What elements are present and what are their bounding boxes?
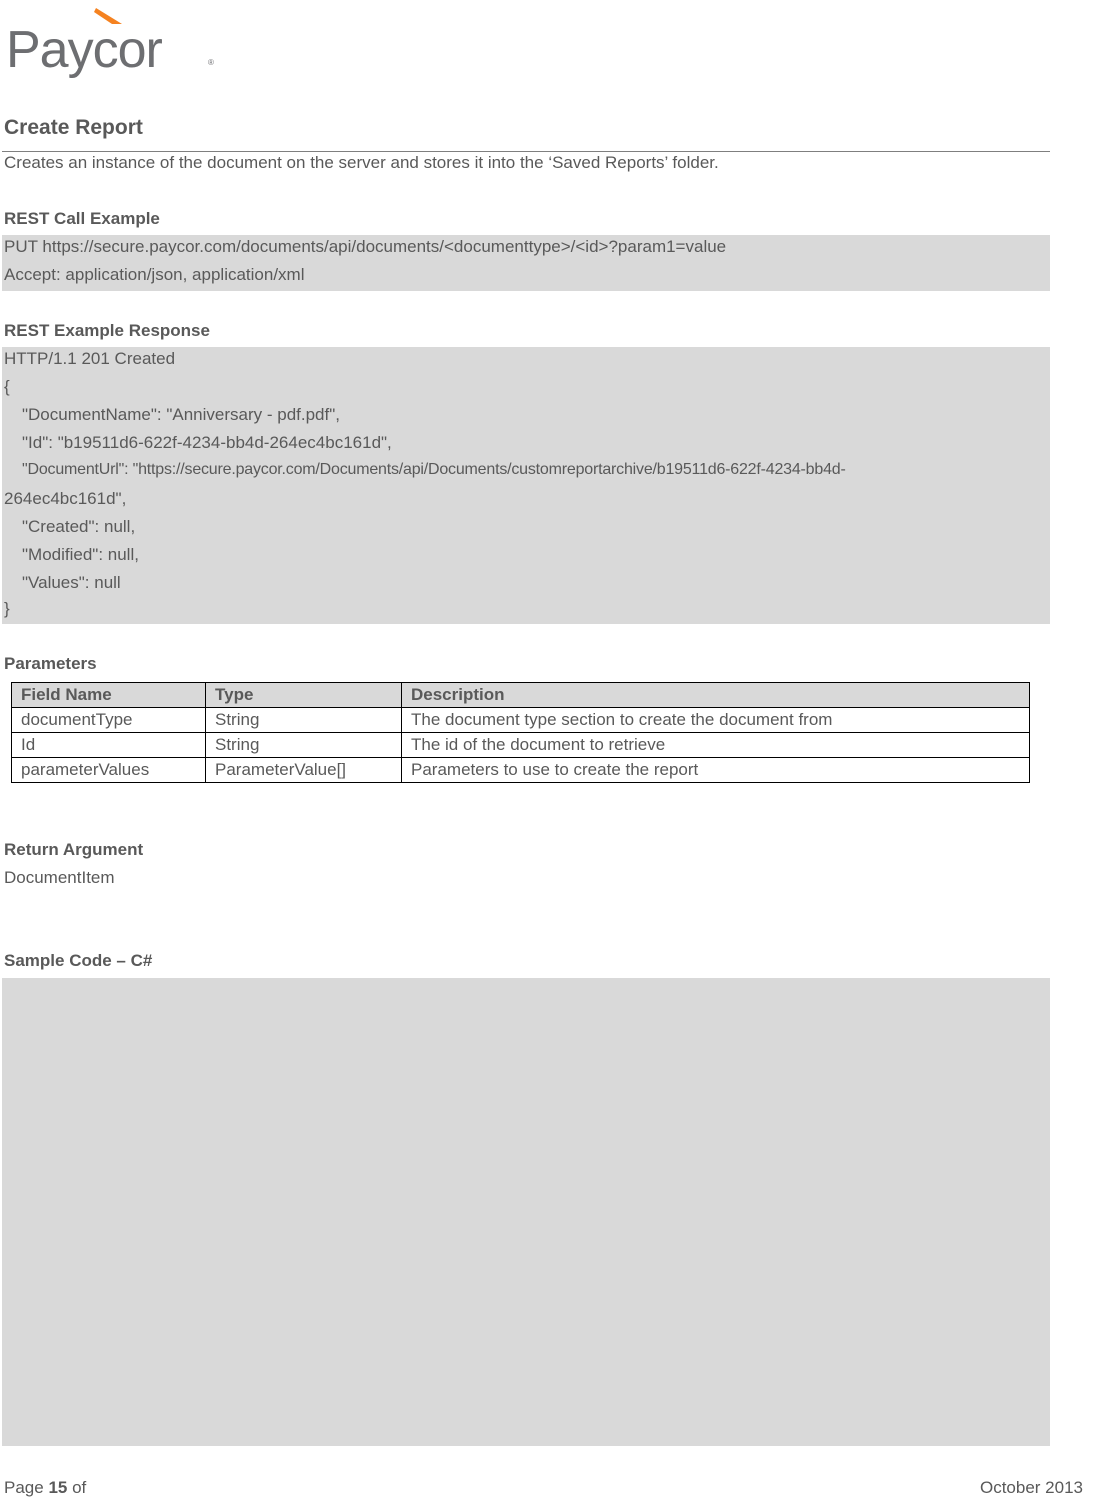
code-line: } <box>4 599 10 618</box>
column-header-description: Description <box>402 683 1030 708</box>
sample-code-heading: Sample Code – C# <box>4 951 153 970</box>
table-cell: ParameterValue[] <box>206 758 402 783</box>
column-header-type: Type <box>206 683 402 708</box>
table-cell: The id of the document to retrieve <box>402 733 1030 758</box>
sample-code-block <box>2 978 1050 1446</box>
table-cell: parameterValues <box>12 758 206 783</box>
code-line: HTTP/1.1 201 Created <box>4 349 176 368</box>
page-prefix: Page <box>4 1478 44 1497</box>
table-cell: Id <box>12 733 206 758</box>
table-cell: documentType <box>12 708 206 733</box>
return-argument-value: DocumentItem <box>4 868 115 887</box>
code-line: "Created": null, <box>22 517 136 536</box>
table-cell: The document type section to create the document from <box>402 708 1030 733</box>
table-cell: String <box>206 708 402 733</box>
code-line: Accept: application/json, application/xml <box>4 265 305 284</box>
table-row <box>12 758 1030 783</box>
page-number-value: 15 <box>48 1478 68 1497</box>
page-title: Create Report <box>4 116 143 139</box>
page-number <box>4 1478 86 1498</box>
rest-call-code-block <box>2 235 1050 291</box>
table-row <box>12 733 1030 758</box>
footer-date: October 2013 <box>979 1478 1083 1497</box>
page-suffix: of <box>72 1478 87 1497</box>
code-line: "Id": "b19511d6-622f-4234-bb4d-264ec4bc161d", <box>22 433 392 452</box>
code-line: "DocumentUrl": "https://secure.paycor.com/Documents/api/Documents/customreportarchive/b19511d6-622f-4234-bb4d- <box>22 461 846 478</box>
logo-text: Paycor <box>6 21 162 79</box>
registered-mark: ® <box>208 58 214 67</box>
rest-response-code-block <box>2 347 1050 624</box>
table-row <box>12 708 1030 733</box>
code-line: 264ec4bc161d", <box>4 489 127 508</box>
code-line: PUT https://secure.paycor.com/documents/api/documents/<documenttype>/<id>?param1=value <box>4 237 727 256</box>
rest-response-heading: REST Example Response <box>4 321 210 340</box>
return-argument-heading: Return Argument <box>4 840 144 859</box>
code-line: "Modified": null, <box>22 545 139 564</box>
table-cell: String <box>206 733 402 758</box>
table-header-row <box>12 683 1030 708</box>
code-line: "Values": null <box>22 573 121 592</box>
table-cell: Parameters to use to create the report <box>402 758 1030 783</box>
parameters-heading: Parameters <box>4 654 97 673</box>
code-line: "DocumentName": "Anniversary - pdf.pdf", <box>22 405 340 424</box>
code-line: { <box>4 377 10 396</box>
parameters-table <box>11 682 1030 783</box>
rest-call-heading: REST Call Example <box>4 209 160 228</box>
column-header-field-name: Field Name <box>12 683 206 708</box>
paycor-logo <box>6 6 221 84</box>
title-divider <box>2 151 1050 152</box>
section-description: Creates an instance of the document on the server and stores it into the ‘Saved Reports’ folder. <box>4 153 719 172</box>
